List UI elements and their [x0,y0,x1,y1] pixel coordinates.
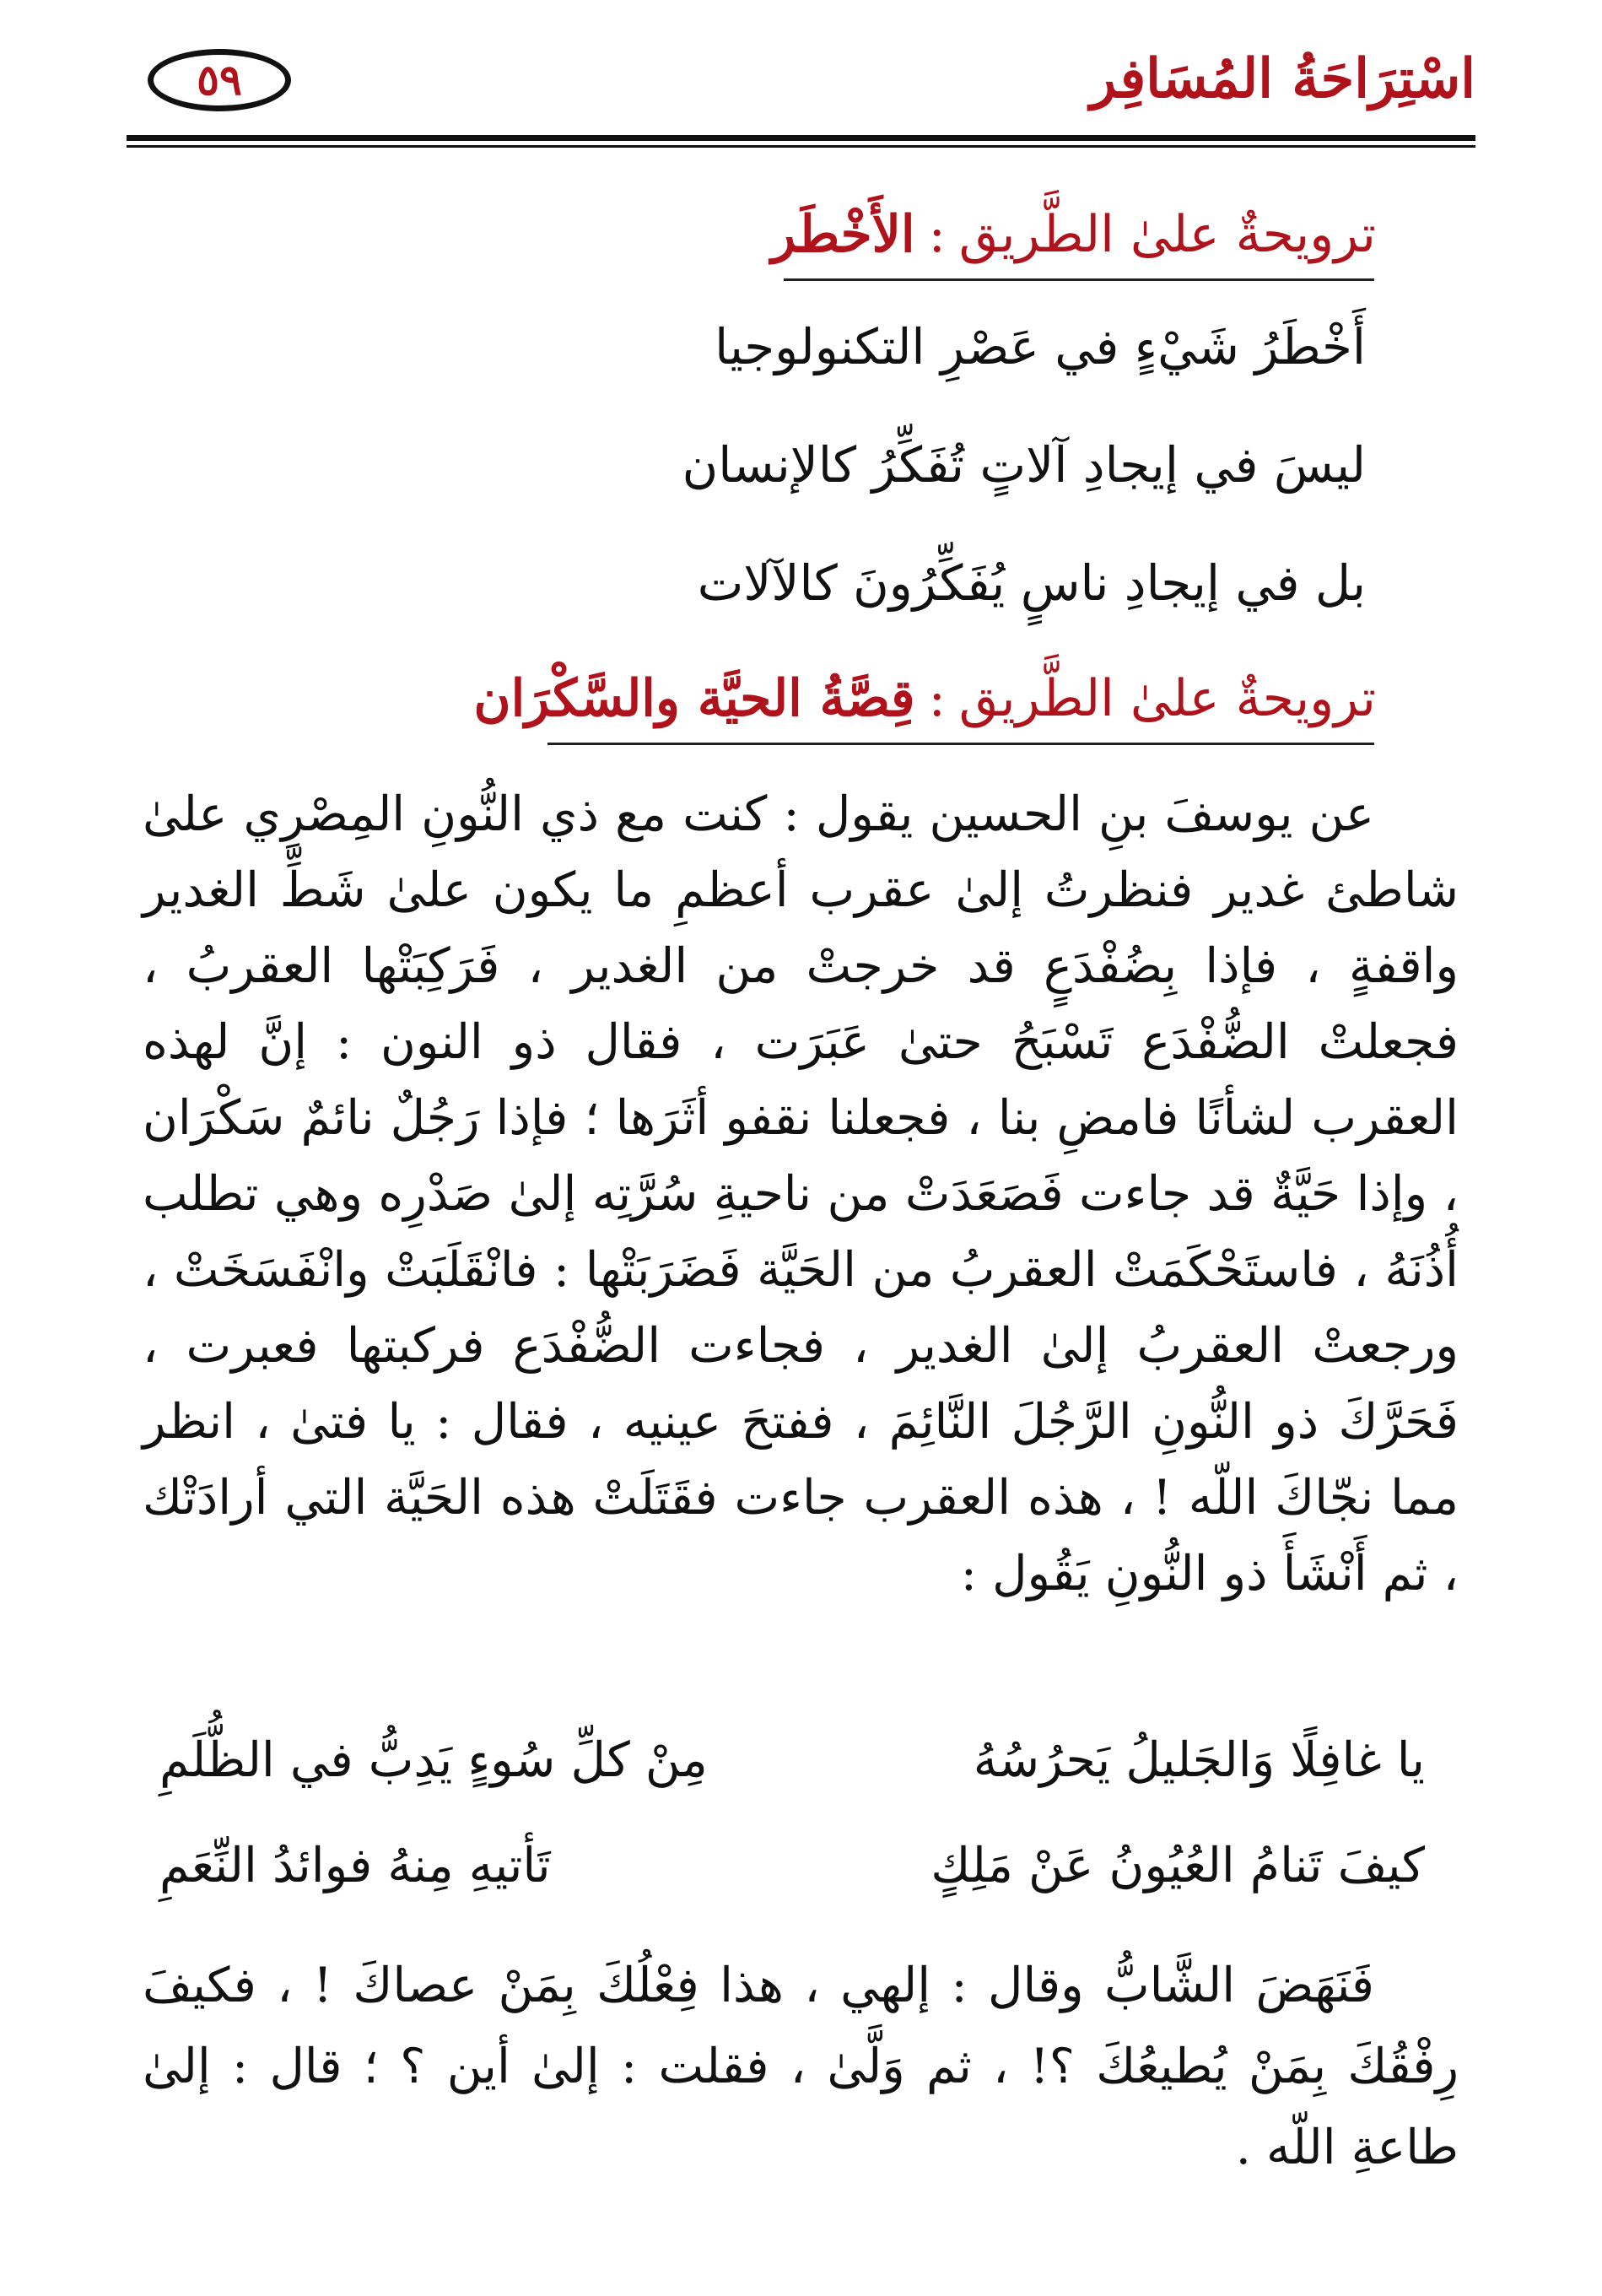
heading-separator: : [928,669,946,728]
story-text: عن يوسفَ بنِ الحسين يقول : كنت مع ذي النُّونِ المِصْرِي علىٰ شاطئ غدير فنظرتُ إلىٰ عقرب أعظمِ ما يكون علىٰ شَطِّ الغدير واقفةٍ ، فإذا بِضُفْدَعٍ قد خرجتْ من الغدير ، فَرَكِبَتْها العقربُ ، فجعلتْ الضُّفْدَع تَسْبَحُ حتىٰ عَبَرَت ، فقال ذو النون : إنَّ لهذه العقرب لشأنًا فامضِ بنا ، فجعلنا نقفو أثَرَها ؛ فإذا رَجُلٌ نائمٌ سَكْرَان ، وإذا حَيَّةٌ قد جاءت فَصَعَدَتْ من ناحيةِ سُرَّتِه إلىٰ صَدْرِه وهي تطلب أُذُنَهُ ، فاستَحْكَمَتْ العقربُ من الحَيَّة فَضَرَبَتْها : فانْقَلَبَتْ وانْفَسَخَتْ ، ورجعتْ العقربُ إلىٰ الغدير ، فجاءت الضُّفْدَع فركبتها فعبرت ، فَحَرَّكَ ذو النُّونِ الرَّجُلَ النَّائِمَ ، ففتحَ عينيه ، فقال : يا فتىٰ ، انظر مما نجّاكَ اللّه ! ، هذه العقرب جاءت فقَتَلَتْ هذه الحَيَّة التي أرادَتْك ، ثم أَنْشَأَ ذو النُّونِ يَقُول : [143,786,1459,1602]
heading-separator: : [928,205,946,264]
heading-prefix: ترويحةٌ علىٰ الطَّريق [958,205,1376,264]
heading-topic: الأَخْطَر [771,205,915,264]
heading-topic: قِصَّةُ الحيَّة والسَّكْرَان [473,669,915,728]
heading-underline-2 [547,743,1374,745]
verse-line-1: أَخْطَرُ شَيْءٍ في عَصْرِ التكنولوجيا [715,318,1366,375]
closing-text: فَنَهَضَ الشَّابُّ وقال : إلهي ، هذا فِعْلُكَ بِمَنْ عصاكَ ! ، فكيفَ رِفْقُكَ بِمَنْ يُطيعُكَ ؟! ، ثم وَلَّىٰ ، فقلت : إلىٰ أين ؟ ؛ قال : إلىٰ طاعةِ اللّه . [143,1958,1459,2175]
header-rule-thick [127,135,1475,141]
running-title: اسْتِرَاحَةُ المُسَافِر [1090,47,1475,111]
story-paragraph [143,776,1459,1612]
hemistich-second: تَأتيهِ مِنهُ فوائدُ النِّعَمِ [159,1838,551,1894]
hemistich-first: كيفَ تَنامُ العُيُونُ عَنْ مَلِكٍ [930,1838,1425,1894]
poem-couplet-2 [159,1840,1425,1893]
section-heading-1 [771,207,1376,262]
header-rule-thin [127,145,1475,148]
poem-couplet-1 [159,1734,1425,1787]
heading-underline-1 [784,278,1374,281]
page-number: ٥٩ [197,55,242,105]
verse-line-3: بل في إيجادِ ناسٍ يُفَكِّرُونَ كالآلات [697,554,1366,612]
section-heading-2 [474,671,1376,727]
verse-line-2: ليسَ في إيجادِ آلاتٍ تُفَكِّرُ كالإنسان [682,436,1366,494]
hemistich-first: يا غافِلًا وَالجَليلُ يَحرُسُهُ [973,1732,1425,1788]
hemistich-second: مِنْ كلِّ سُوءٍ يَدِبُّ في الظُّلَمِ [159,1732,708,1788]
closing-paragraph [143,1945,1459,2188]
heading-prefix: ترويحةٌ علىٰ الطَّريق [958,669,1376,728]
page-number-oval [148,49,291,111]
